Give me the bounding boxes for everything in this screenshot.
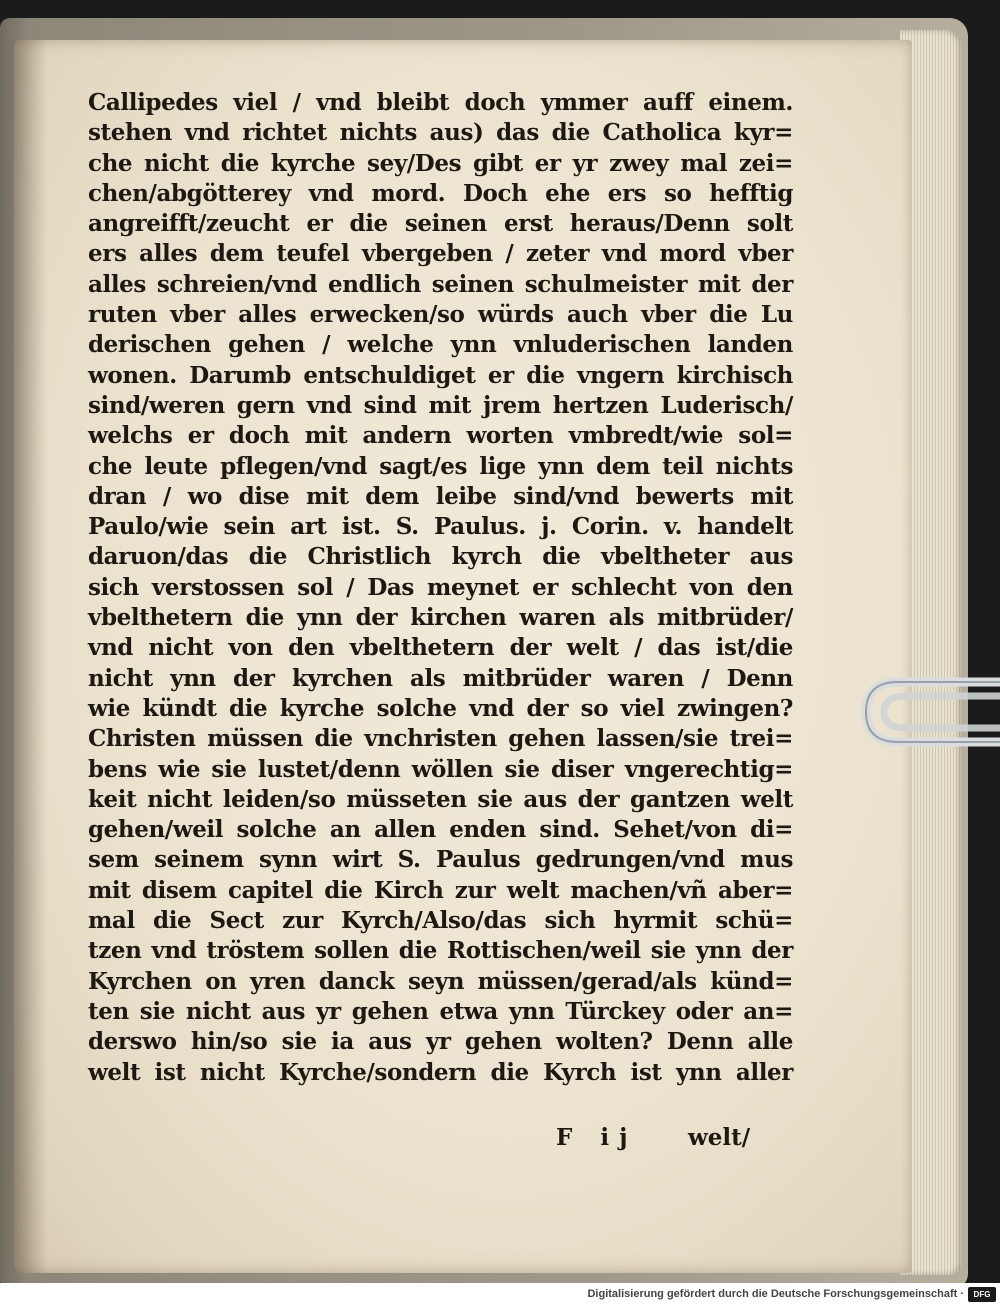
text-line: welt ist nicht Kyrche/sondern die Kyrch ist ynn aller	[88, 1058, 793, 1086]
paper-clip-icon	[858, 676, 1000, 748]
dfg-logo: DFG	[968, 1287, 996, 1302]
text-line: tzen vnd tröstem sollen die Rottischen/weil sie ynn der	[88, 937, 793, 965]
text-line: Paulo/wie sein art ist. S. Paulus. j. Corin. v. handelt	[88, 513, 793, 541]
text-line: gehen/weil solche an allen enden sind. Sehet/von di=	[88, 816, 793, 844]
text-line: Callipedes viel / vnd bleibt doch ymmer auff einem.	[88, 89, 793, 116]
text-block	[88, 88, 793, 1088]
signature-mark: F ij	[556, 1124, 638, 1151]
text-line: bens wie sie lustet/denn wöllen sie diser vngerechtig=	[88, 755, 793, 783]
text-line: ten sie nicht aus yr gehen etwa ynn Türckey oder an=	[88, 997, 793, 1025]
text-line: keit nicht leiden/so müsseten sie aus der gantzen welt	[88, 785, 793, 813]
text-line: sind/weren gern vnd sind mit jrem hertzen Luderisch/	[88, 391, 793, 419]
funding-credit: Digitalisierung gefördert durch die Deutsche Forschungsgemeinschaft ·	[587, 1288, 964, 1300]
catchword: welt/	[688, 1124, 751, 1151]
text-line: sich verstossen sol / Das meynet er schlecht von den	[88, 573, 793, 601]
text-line: Kyrchen on yren danck seyn müssen/gerad/als künd=	[88, 967, 793, 995]
text-line: che nicht die kyrche sey/Des gibt er yr zwey mal zei=	[88, 149, 793, 177]
text-line: mit disem capitel die Kirch zur welt machen/vñ aber=	[88, 876, 793, 904]
text-line: dran / wo dise mit dem leibe sind/vnd bewerts mit	[88, 482, 793, 510]
gutter-shadow	[14, 40, 48, 1273]
text-line: derischen gehen / welche ynn vnluderischen landen	[88, 331, 793, 359]
text-line: alles schreien/vnd endlich seinen schulmeister mit der	[88, 270, 793, 298]
text-line: sem seinem synn wirt S. Paulus gedrungen/vnd mus	[88, 846, 793, 874]
text-line: vbelthetern die ynn der kirchen waren als mitbrüder/	[88, 604, 793, 632]
text-line: ers alles dem teufel vbergeben / zeter vnd mord vber	[88, 240, 793, 268]
footer-bar	[0, 1283, 1000, 1307]
text-line: wie kündt die kyrche solche vnd der so viel zwingen?	[88, 694, 793, 722]
text-line: daruon/das die Christlich kyrch die vbeltheter aus	[88, 543, 793, 571]
text-line: che leute pflegen/vnd sagt/es lige ynn dem teil nichts	[88, 452, 793, 480]
text-line: mal die Sect zur Kyrch/Also/das sich hyrmit schü=	[88, 907, 793, 935]
text-line: ruten vber alles erwecken/so würds auch vber die Lu	[88, 301, 793, 329]
text-line: chen/abgötterey vnd mord. Doch ehe ers so hefftig	[88, 179, 793, 207]
text-line: angreifft/zeucht er die seinen erst heraus/Denn solt	[88, 210, 793, 238]
text-line: welchs er doch mit andern worten vmbredt/wie sol=	[88, 422, 793, 450]
text-line: vnd nicht von den vbelthetern der welt / das ist/die	[88, 634, 793, 662]
text-line: Christen müssen die vnchristen gehen lassen/sie trei=	[88, 725, 793, 753]
text-line: stehen vnd richtet nichts aus) das die Catholica kyr=	[88, 119, 793, 147]
text-line: derswo hin/so sie ia aus yr gehen wolten? Denn alle	[88, 1028, 793, 1056]
signature-line	[88, 1124, 783, 1156]
text-line: wonen. Darumb entschuldiget er die vngern kirchisch	[88, 361, 793, 389]
text-line: nicht ynn der kyrchen als mitbrüder waren / Denn	[88, 664, 793, 692]
